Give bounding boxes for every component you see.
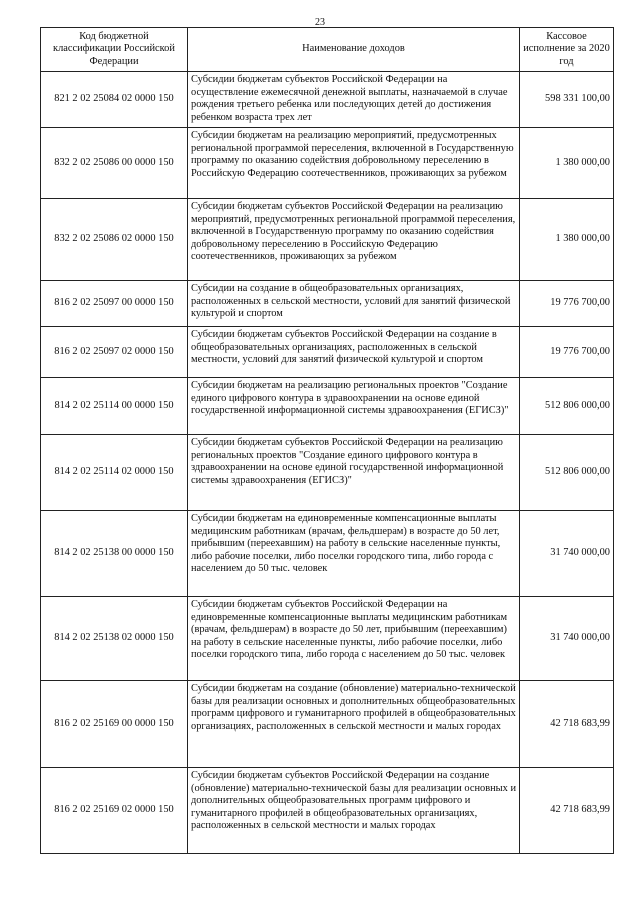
row-code: 832 2 02 25086 02 0000 150 xyxy=(41,199,188,281)
row-amount: 1 380 000,00 xyxy=(520,128,614,199)
row-amount: 512 806 000,00 xyxy=(520,378,614,435)
row-code: 816 2 02 25169 00 0000 150 xyxy=(41,681,188,768)
table-row xyxy=(41,281,614,327)
header-name: Наименование доходов xyxy=(188,28,520,72)
row-amount: 19 776 700,00 xyxy=(520,327,614,378)
row-code: 816 2 02 25169 02 0000 150 xyxy=(41,768,188,854)
row-name: Субсидии бюджетам субъектов Российской Федерации на реализацию мероприятий, предусмотренных региональной программой переселения, включенной в Государственную программу по оказанию содействия добровольному переселению в Российскую Федерацию соотечественников, проживающих за рубежом xyxy=(188,199,520,281)
row-amount: 42 718 683,99 xyxy=(520,768,614,854)
table-row xyxy=(41,768,614,854)
table-row xyxy=(41,511,614,597)
row-code: 814 2 02 25138 02 0000 150 xyxy=(41,597,188,681)
header-amount: Кассовое исполнение за 2020 год xyxy=(520,28,614,72)
table-row xyxy=(41,435,614,511)
row-name: Субсидии бюджетам субъектов Российской Федерации на осуществление ежемесячной денежной выплаты, назначаемой в случае рождения третьего ребенка или последующих детей до достижения ребенком возраста трех лет xyxy=(188,72,520,128)
row-name: Субсидии бюджетам субъектов Российской Федерации на создание (обновление) материально-технической базы для реализации основных и дополнительных общеобразовательных программ цифрового и гуманитарного профилей в общеобразовательных организациях, расположенных в сельской местности и малых городах xyxy=(188,768,520,854)
row-code: 832 2 02 25086 00 0000 150 xyxy=(41,128,188,199)
table-row xyxy=(41,199,614,281)
row-code: 814 2 02 25114 02 0000 150 xyxy=(41,435,188,511)
header-code: Код бюджетной классификации Российской Федерации xyxy=(41,28,188,72)
row-code: 816 2 02 25097 02 0000 150 xyxy=(41,327,188,378)
row-amount: 42 718 683,99 xyxy=(520,681,614,768)
row-code: 816 2 02 25097 00 0000 150 xyxy=(41,281,188,327)
table-row xyxy=(41,597,614,681)
row-name: Субсидии бюджетам на реализацию мероприятий, предусмотренных региональной программой переселения, включенной в Государственную программу по оказанию содействия добровольному переселению в Российскую Федерацию соотечественников, проживающих за рубежом xyxy=(188,128,520,199)
table-row xyxy=(41,72,614,128)
row-name: Субсидии бюджетам субъектов Российской Федерации на создание в общеобразовательных организациях, расположенных в сельской местности, условий для занятий физической культурой и спортом xyxy=(188,327,520,378)
row-name: Субсидии бюджетам субъектов Российской Федерации на реализацию региональных проектов "Создание единого цифрового контура в здравоохранении на основе единой государственной информационной системы здравоохранения (ЕГИСЗ)" xyxy=(188,435,520,511)
table-row xyxy=(41,378,614,435)
row-name: Субсидии бюджетам на единовременные компенсационные выплаты медицинским работникам (врачам, фельдшерам) в возрасте до 50 лет, прибывшим (переехавшим) на работу в сельские населенные пункты, либо рабочие поселки, либо поселки городского типа, либо города с населением до 50 тыс. человек xyxy=(188,511,520,597)
row-amount: 598 331 100,00 xyxy=(520,72,614,128)
row-name: Субсидии бюджетам на создание (обновление) материально-технической базы для реализации основных и дополнительных общеобразовательных программ цифрового и гуманитарного профилей в общеобразовательных организациях, расположенных в сельской местности и малых городах xyxy=(188,681,520,768)
row-name: Субсидии на создание в общеобразовательных организациях, расположенных в сельской местности, условий для занятий физической культурой и спортом xyxy=(188,281,520,327)
table-header-row xyxy=(41,28,614,72)
row-code: 814 2 02 25138 00 0000 150 xyxy=(41,511,188,597)
table-row xyxy=(41,327,614,378)
row-code: 821 2 02 25084 02 0000 150 xyxy=(41,72,188,128)
table-row xyxy=(41,681,614,768)
page-number: 23 xyxy=(315,17,325,28)
row-amount: 31 740 000,00 xyxy=(520,597,614,681)
row-amount: 19 776 700,00 xyxy=(520,281,614,327)
row-amount: 31 740 000,00 xyxy=(520,511,614,597)
row-code: 814 2 02 25114 00 0000 150 xyxy=(41,378,188,435)
row-amount: 1 380 000,00 xyxy=(520,199,614,281)
row-name: Субсидии бюджетам на реализацию региональных проектов "Создание единого цифрового контура в здравоохранении на основе единой государственной информационной системы здравоохранения (ЕГИСЗ)" xyxy=(188,378,520,435)
row-amount: 512 806 000,00 xyxy=(520,435,614,511)
row-name: Субсидии бюджетам субъектов Российской Федерации на единовременные компенсационные выплаты медицинским работникам (врачам, фельдшерам) в возрасте до 50 лет, прибывшим (переехавшим) на работу в сельские населенные пункты, либо рабочие поселки, либо поселки городского типа, либо города с населением до 50 тыс. человек xyxy=(188,597,520,681)
revenue-table xyxy=(40,27,614,854)
table-row xyxy=(41,128,614,199)
